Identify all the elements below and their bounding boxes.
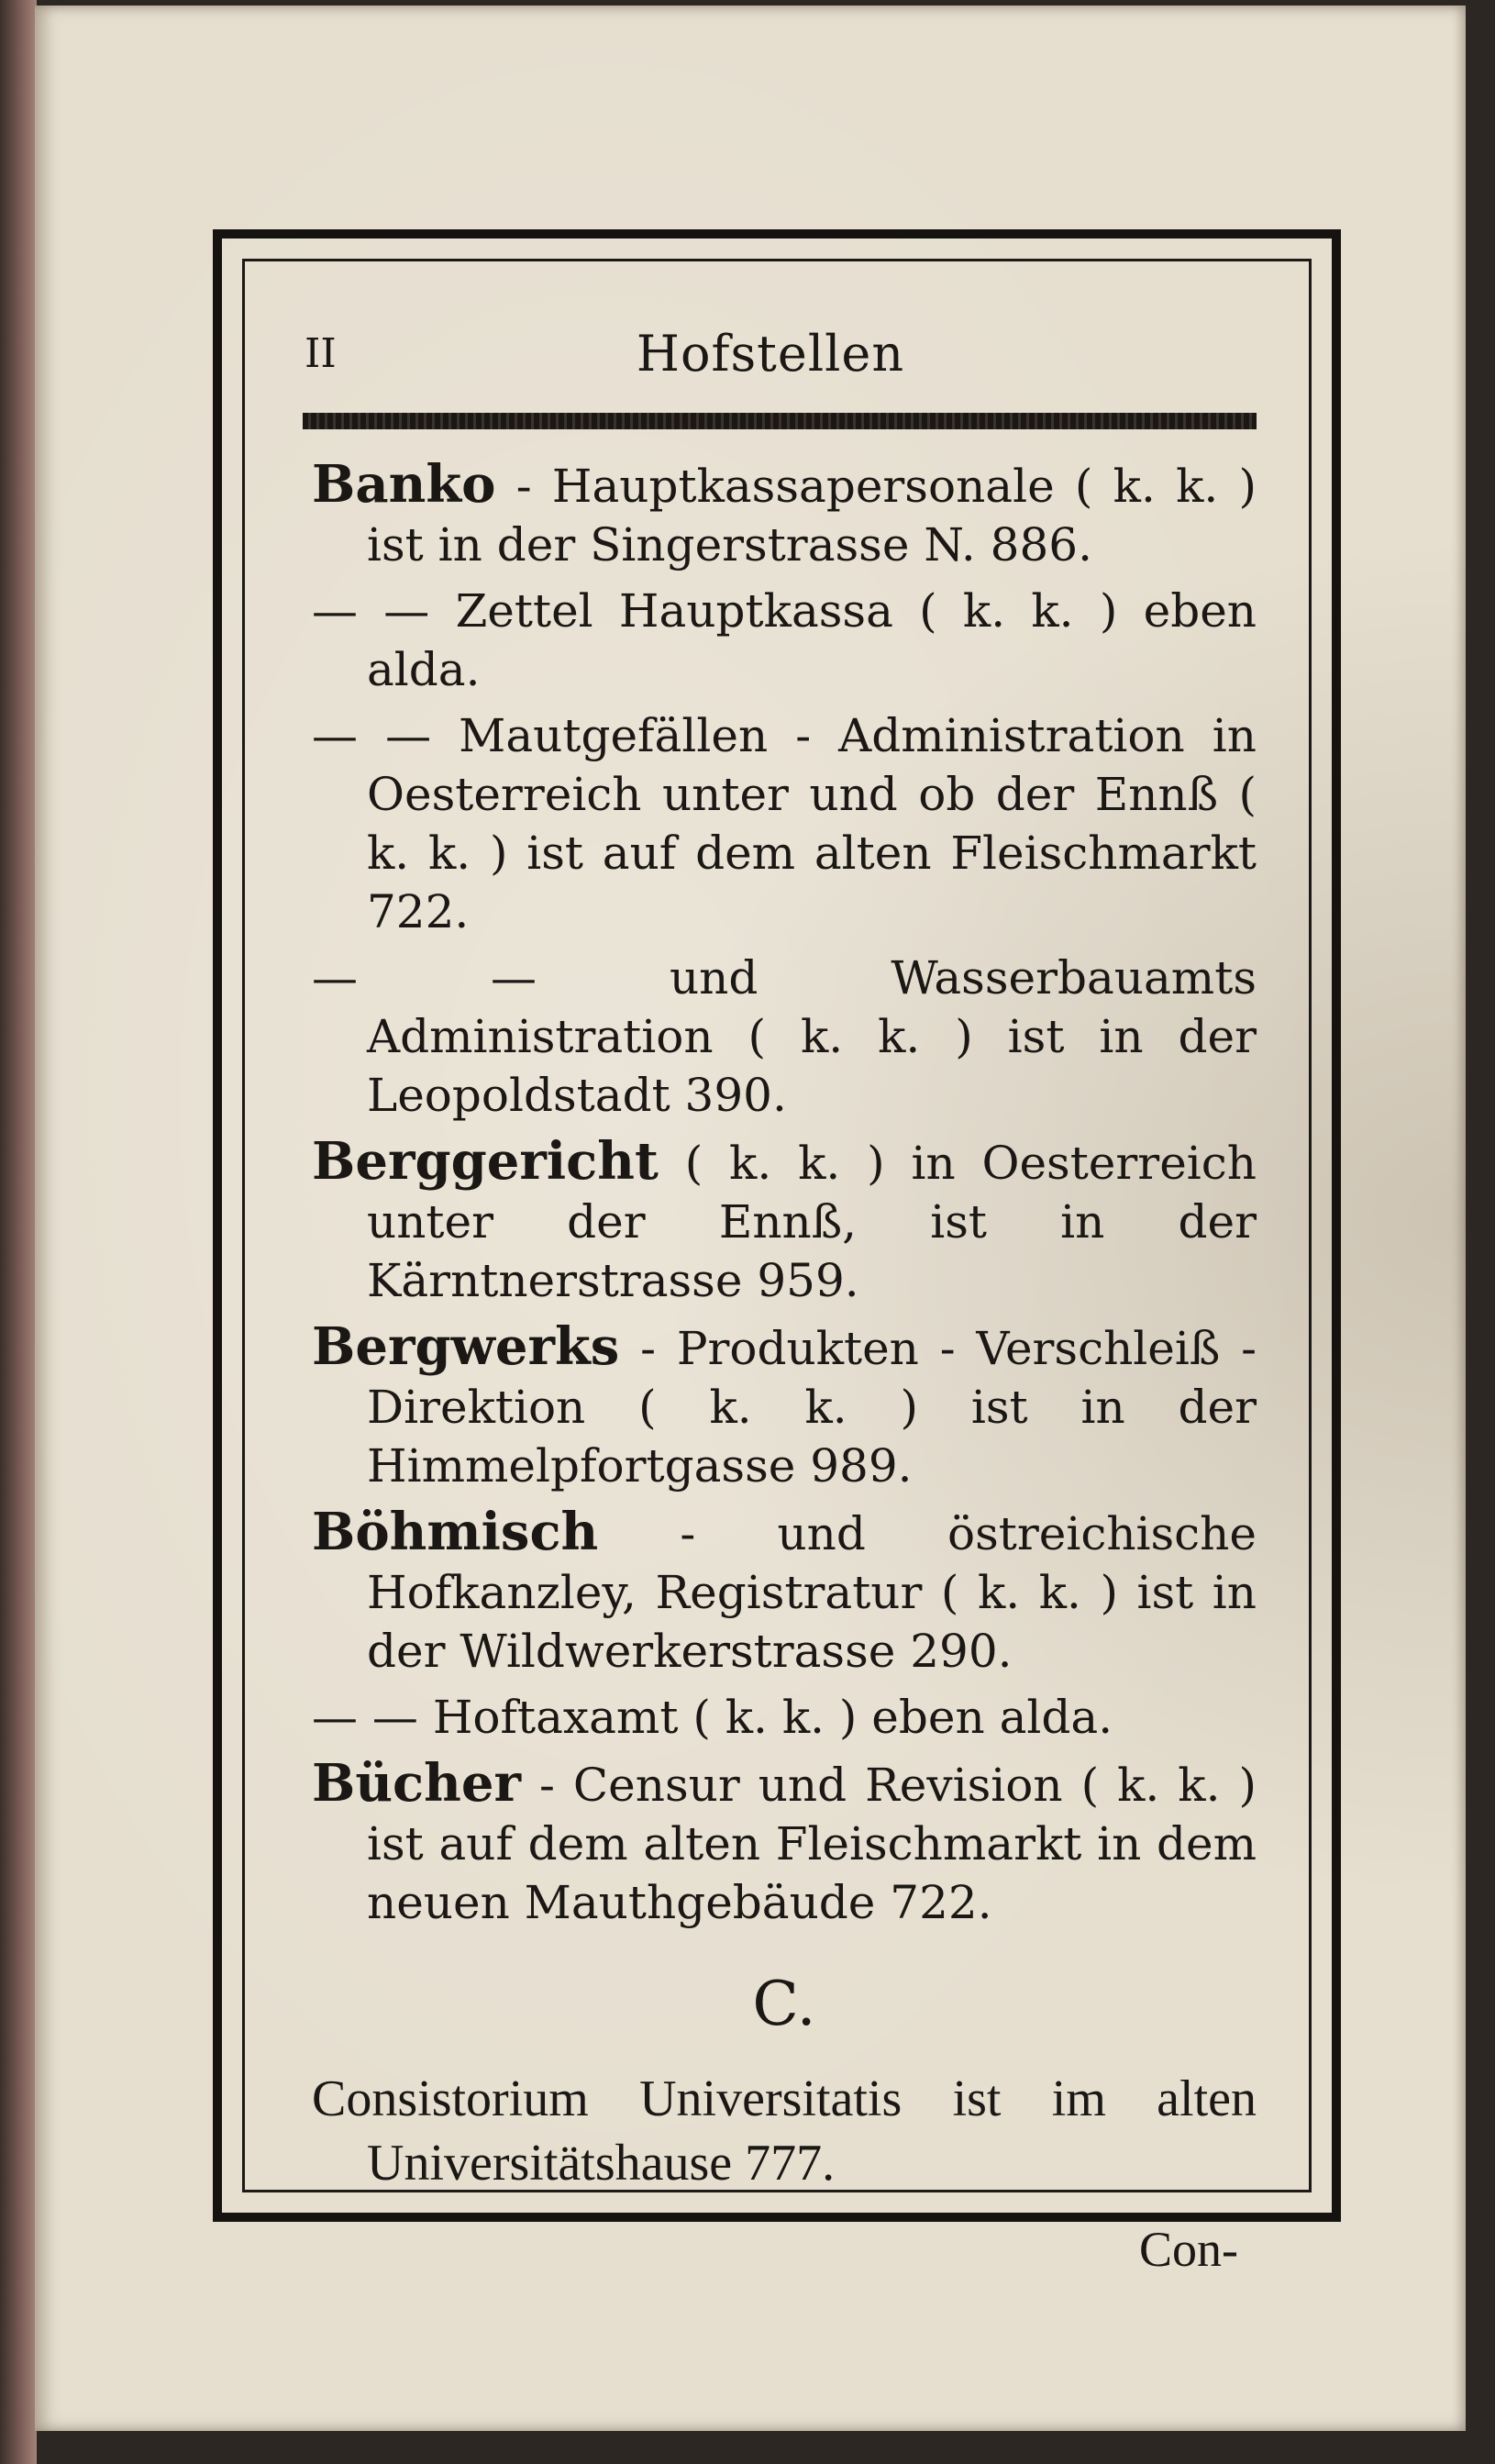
entry-list (275, 455, 1266, 2278)
entry-text: - Censur und Revision ( k. k. ) ist auf dem alten Fleischmarkt in dem neuen Mauthgebäude 722. (367, 1759, 1257, 1929)
entry-lead: Bücher (312, 1753, 521, 1814)
entry-text: Zettel Hauptkassa ( k. k. ) eben alda. (367, 584, 1257, 696)
entry (312, 1754, 1257, 1932)
page-header (275, 312, 1266, 422)
entry-lead: Banko (312, 454, 496, 515)
entry (312, 706, 1257, 941)
entry-lead: — — (312, 951, 537, 1004)
entry-text: Mautgefällen - Administration in Oesterreich unter und ob der Ennß ( k. k. ) ist auf dem alten Fleischmarkt 722. (367, 709, 1257, 938)
entry-text: und Wasserbauamts Administration ( k. k. ) ist in der Leopoldstadt 390. (367, 951, 1257, 1122)
entry (312, 582, 1257, 699)
page-number: II (305, 330, 337, 377)
entry-text: - Produkten - Verschleiß - Direktion ( k. k. ) ist in der Himmelpfortgasse 989. (367, 1322, 1257, 1493)
entry-lead: — — (312, 1691, 418, 1744)
entry (312, 1317, 1257, 1495)
entry (312, 949, 1257, 1125)
entry (312, 1132, 1257, 1310)
entry (312, 455, 1257, 574)
catchword: Con- (1139, 2222, 1238, 2277)
entry-text: - und östreichische Hofkanzley, Registratur ( k. k. ) ist in der Wildwerkerstrasse 290. (367, 1507, 1257, 1678)
entry (312, 1503, 1257, 1681)
entry-lead: Böhmisch (312, 1502, 599, 1562)
entry-text: - Hauptkassapersonale ( k. k. ) ist in der Singerstrasse N. 886. (367, 460, 1257, 572)
entry-lead: Berggericht (312, 1131, 659, 1192)
running-head: Hofstellen (636, 325, 905, 383)
entry-lead: — — (312, 584, 430, 638)
entry-lead: Bergwerks (312, 1316, 620, 1377)
latin-entry: Consistorium Universitatis ist im alten Universitätshause 777. (312, 2070, 1257, 2192)
entry (312, 1688, 1257, 1747)
entry-lead: — — (312, 709, 432, 762)
entry-text: Hoftaxamt ( k. k. ) eben alda. (432, 1691, 1113, 1744)
page-edge (0, 0, 37, 2464)
entry-text: ( k. k. ) in Oesterreich unter der Ennß, ist in der Kärntnerstrasse 959. (367, 1137, 1257, 1307)
section-letter: C. (752, 1969, 816, 2039)
page-content (275, 312, 1266, 2278)
header-rule (303, 413, 1257, 429)
